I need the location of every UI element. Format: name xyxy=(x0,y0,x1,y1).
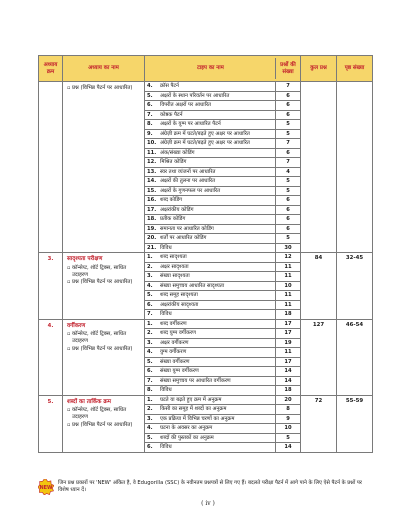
chapter-row xyxy=(39,253,373,320)
total-questions xyxy=(301,82,337,253)
topic-number: 1. xyxy=(145,253,158,262)
topic-row xyxy=(145,357,300,367)
question-count: 17 xyxy=(276,320,301,329)
new-badge-icon xyxy=(38,479,54,495)
topic-name: शब्द वर्गीकरण xyxy=(158,320,276,329)
topic-name: संख्या समुच्चय पर आधारित वर्गीकरण xyxy=(158,376,276,386)
header-total-questions: कुल प्रश्न xyxy=(301,56,337,82)
question-count: 4 xyxy=(276,167,301,177)
topic-row xyxy=(145,386,300,395)
question-count: 14 xyxy=(276,367,301,377)
topic-name: अक्षरों की तुलना पर आधारित xyxy=(158,177,276,187)
topic-number: 6. xyxy=(147,444,153,451)
chapter-item xyxy=(67,331,141,345)
topic-name: घटना के अवसर का अनुक्रम xyxy=(158,424,276,434)
topic-row xyxy=(145,91,300,101)
topic-name: अक्षरों के स्थान परिवर्तन पर आधारित xyxy=(158,91,276,101)
page-range: 46-54 xyxy=(337,319,373,395)
topic-name: अक्षरों के युग्म पर आधारित पैटर्न xyxy=(158,120,276,130)
topic-row xyxy=(145,196,300,206)
topic-number: 17. xyxy=(147,206,157,213)
topic-name: शब्द समूह सादृश्यता xyxy=(158,291,276,301)
topic-name: अंग्रेज़ी क्रम में घटते/बढ़ते हुए अक्षर पर आधारित xyxy=(158,139,276,149)
topic-number: 11. xyxy=(147,149,157,156)
header-type-name xyxy=(145,56,301,82)
bullet-icon: ▫ xyxy=(67,345,71,352)
page-range xyxy=(337,82,373,253)
topic-number: 4. xyxy=(145,424,158,434)
topic-number: 20. xyxy=(147,235,157,242)
page-range: 32-45 xyxy=(337,253,373,320)
topic-list-cell xyxy=(145,395,301,452)
topic-number: 3. xyxy=(145,338,158,348)
topic-number: 7. xyxy=(147,311,153,318)
topic-number: 14. xyxy=(147,178,157,185)
topic-row xyxy=(145,205,300,215)
topic-number: 2. xyxy=(145,405,158,415)
question-count: 8 xyxy=(276,405,301,415)
question-count: 17 xyxy=(276,357,301,367)
header-type-name-text: टाइप का नाम xyxy=(197,65,224,71)
topic-row xyxy=(145,186,300,196)
question-count: 6 xyxy=(276,101,301,111)
total-questions: 72 xyxy=(301,395,337,452)
question-count: 12 xyxy=(276,253,301,262)
topic-row xyxy=(145,262,300,272)
chapter-name-cell xyxy=(63,319,145,395)
question-count: 10 xyxy=(276,424,301,434)
chapter-item-text: प्रश्न (विभिन्न पैटर्न पर आधारित) xyxy=(72,279,133,286)
topic-name: शब्द कोडिंग xyxy=(158,196,276,206)
chapter-number: 5. xyxy=(39,395,63,452)
total-questions: 84 xyxy=(301,253,337,320)
topic-number: 2. xyxy=(145,262,158,272)
chapter-title: सादृश्यता परीक्षण xyxy=(67,256,103,262)
topic-name: अक्षरांकीय कोडिंग xyxy=(158,205,276,215)
question-count: 11 xyxy=(276,300,301,310)
topic-name: प्रतीक कोडिंग xyxy=(158,215,276,225)
question-count: 18 xyxy=(276,310,301,319)
chapter-item-text: प्रश्न (विभिन्न पैटर्न पर आधारित) xyxy=(72,345,133,352)
new-note xyxy=(38,479,372,495)
topic-row xyxy=(145,110,300,120)
header-chapter-name: अध्याय का नाम xyxy=(63,56,145,82)
question-count: 20 xyxy=(276,396,301,405)
topic-name: विविध xyxy=(160,387,172,394)
topic-name: किसी का समूह में शब्दों का अनुक्रम xyxy=(158,405,276,415)
topic-name: विविध xyxy=(160,311,172,318)
topic-name: संख्या वर्गीकरण xyxy=(158,357,276,367)
topic-number: 5. xyxy=(145,291,158,301)
bullet-icon: ▫ xyxy=(67,407,71,414)
topic-row xyxy=(145,396,300,405)
chapter-item xyxy=(67,85,141,92)
question-count: 5 xyxy=(276,177,301,187)
question-count: 6 xyxy=(276,224,301,234)
topic-number: 9. xyxy=(145,129,158,139)
topic-name: घटते या बढ़ते हुए क्रम में अनुक्रम xyxy=(158,396,276,405)
topic-row xyxy=(145,281,300,291)
question-count: 6 xyxy=(276,215,301,225)
chapter-item xyxy=(67,279,141,286)
topic-number: 8. xyxy=(147,387,153,394)
chapter-title: वर्गीकरण xyxy=(67,322,86,329)
question-count: 5 xyxy=(276,120,301,130)
question-count: 11 xyxy=(276,348,301,358)
topic-number: 2. xyxy=(145,329,158,339)
topic-row xyxy=(145,338,300,348)
chapter-item xyxy=(67,265,141,279)
topic-number: 3. xyxy=(145,414,158,424)
topic-name: संख्या सादृश्यता xyxy=(158,272,276,282)
topic-number: 4. xyxy=(145,82,158,91)
topic-row xyxy=(145,414,300,424)
topic-name: अक्षर सादृश्यता xyxy=(158,262,276,272)
topic-list xyxy=(145,82,300,252)
topic-list xyxy=(145,320,300,395)
topic-row xyxy=(145,177,300,187)
topic-name: अक्षर वर्गीकरण xyxy=(158,338,276,348)
contents-table xyxy=(38,55,373,453)
topic-row xyxy=(145,310,300,319)
question-count: 7 xyxy=(276,139,301,149)
topic-name: विपरीत अक्षरों पर आधारित xyxy=(158,101,276,111)
chapter-row xyxy=(39,319,373,395)
topic-name: संख्या युग्म वर्गीकरण xyxy=(158,367,276,377)
chapter-item xyxy=(67,407,141,421)
topic-number: 6. xyxy=(145,300,158,310)
topic-name: एक प्रक्रिया में विभिन्न चरणों का अनुक्रम xyxy=(158,414,276,424)
topic-list-cell xyxy=(145,82,301,253)
topic-row xyxy=(145,320,300,329)
topic-row xyxy=(145,367,300,377)
topic-row xyxy=(145,424,300,434)
topic-number: 5. xyxy=(145,357,158,367)
question-count: 14 xyxy=(276,443,301,452)
new-badge-text: NEW xyxy=(39,485,53,491)
question-count: 6 xyxy=(276,205,301,215)
question-count: 9 xyxy=(276,414,301,424)
chapter-name-cell xyxy=(63,82,145,253)
chapter-number: 4. xyxy=(39,319,63,395)
topic-row xyxy=(145,433,300,443)
chapter-item xyxy=(67,346,141,353)
topic-row xyxy=(145,234,300,244)
page-number: ( iv ) xyxy=(201,500,215,507)
topic-row xyxy=(145,82,300,91)
chapter-row xyxy=(39,395,373,452)
topic-row xyxy=(145,101,300,111)
topic-row xyxy=(145,120,300,130)
question-count: 6 xyxy=(276,110,301,120)
question-count: 11 xyxy=(276,272,301,282)
bullet-icon: ▫ xyxy=(67,331,71,338)
topic-row xyxy=(145,129,300,139)
chapter-name-cell xyxy=(63,395,145,452)
topic-name: अक्षरों के गुणनफल पर आधारित xyxy=(158,186,276,196)
chapter-row xyxy=(39,82,373,253)
question-count: 6 xyxy=(276,196,301,206)
question-count: 19 xyxy=(276,338,301,348)
topic-row xyxy=(145,443,300,452)
chapter-number: 3. xyxy=(39,253,63,320)
topic-number: 6. xyxy=(145,101,158,111)
bullet-icon: ▫ xyxy=(67,264,71,271)
topic-number: 1. xyxy=(145,320,158,329)
header-page-count: पृष्ठ संख्या xyxy=(337,56,373,82)
question-count: 5 xyxy=(276,129,301,139)
topic-list-cell xyxy=(145,253,301,320)
chapter-name-cell xyxy=(63,253,145,320)
topic-name: अंग्रेज़ी क्रम में घटते/बढ़ते हुए अक्षर पर आधारित xyxy=(158,129,276,139)
topic-row xyxy=(145,139,300,149)
topic-name: कोष्ठक पैटर्न xyxy=(158,110,276,120)
page-range: 55-59 xyxy=(337,395,373,452)
topic-row xyxy=(145,243,300,252)
chapter-item-text: प्रश्न (विभिन्न पैटर्न पर आधारित) xyxy=(72,85,133,91)
header-question-count: प्रश्नों की संख्या xyxy=(275,58,300,79)
chapter-number xyxy=(39,82,63,253)
topic-row xyxy=(145,405,300,415)
topic-number: 19. xyxy=(147,225,157,232)
topic-number: 5. xyxy=(145,433,158,443)
topic-list xyxy=(145,253,300,319)
topic-name: शब्द सादृश्यता xyxy=(158,253,276,262)
topic-name: अक्षरांकीय सादृश्यता xyxy=(158,300,276,310)
chapter-item-text: कॉन्सेप्ट, शॉर्ट ट्रिक्स, साधित उदाहरण xyxy=(72,264,127,278)
question-count: 6 xyxy=(276,148,301,158)
topic-row xyxy=(145,329,300,339)
topic-row xyxy=(145,148,300,158)
topic-number: 5. xyxy=(145,91,158,101)
topic-number: 1. xyxy=(145,396,158,405)
chapter-item xyxy=(67,422,141,429)
topic-name: अंक/संख्या कोडिंग xyxy=(158,148,276,158)
topic-name: युग्म वर्गीकरण xyxy=(158,348,276,358)
topic-number: 4. xyxy=(145,281,158,291)
chapter-title: शब्दों का तार्किक क्रम xyxy=(67,398,111,405)
question-count: 5 xyxy=(276,433,301,443)
topic-number: 8. xyxy=(145,120,158,130)
topic-name: स्वर तथा व्यंजनों पर आधारित xyxy=(158,167,276,177)
bullet-icon: ▫ xyxy=(67,279,71,286)
topic-row xyxy=(145,376,300,386)
header-row xyxy=(39,56,373,82)
question-count: 17 xyxy=(276,329,301,339)
question-count: 14 xyxy=(276,376,301,386)
question-count: 18 xyxy=(276,386,301,395)
topic-number: 6. xyxy=(145,367,158,377)
topic-row xyxy=(145,253,300,262)
topic-name: विविध xyxy=(160,244,172,251)
question-count: 7 xyxy=(276,82,301,91)
topic-row xyxy=(145,224,300,234)
topic-row xyxy=(145,158,300,168)
topic-row xyxy=(145,300,300,310)
topic-row xyxy=(145,348,300,358)
topic-number: 7. xyxy=(145,110,158,120)
topic-name: विविध xyxy=(160,444,172,451)
bullet-icon: ▫ xyxy=(67,421,71,428)
bullet-icon: ▫ xyxy=(67,85,71,91)
topic-number: 12. xyxy=(147,159,157,166)
topic-row xyxy=(145,167,300,177)
total-questions: 127 xyxy=(301,319,337,395)
topic-name: क्रॉस पैटर्न xyxy=(158,82,276,91)
header-chapter: अध्याय क्रम xyxy=(39,56,63,82)
topic-list xyxy=(145,396,300,452)
topic-list-cell xyxy=(145,319,301,395)
question-count: 5 xyxy=(276,186,301,196)
question-count: 30 xyxy=(276,243,301,252)
topic-number: 21. xyxy=(147,244,157,251)
topic-number: 10. xyxy=(147,140,157,147)
topic-row xyxy=(145,291,300,301)
topic-number: 16. xyxy=(147,197,157,204)
topic-name: समानता पर आधारित कोडिंग xyxy=(158,224,276,234)
question-count: 10 xyxy=(276,281,301,291)
topic-name: शब्दों की पुस्तकों का अनुक्रम xyxy=(158,433,276,443)
chapter-item-text: कॉन्सेप्ट, शॉर्ट ट्रिक्स, साधित उदाहरण xyxy=(72,407,127,421)
topic-number: 4. xyxy=(145,348,158,358)
question-count: 7 xyxy=(276,158,301,168)
topic-name: शर्तों पर आधारित कोडिंग xyxy=(158,234,276,244)
chapter-item-text: कॉन्सेप्ट, शॉर्ट ट्रिक्स, साधित उदाहरण xyxy=(72,331,127,345)
topic-name: शब्द युग्म वर्गीकरण xyxy=(158,329,276,339)
topic-number: 18. xyxy=(147,216,157,223)
question-count: 11 xyxy=(276,291,301,301)
contents-table-wrapper xyxy=(38,55,372,453)
topic-number: 3. xyxy=(145,272,158,282)
chapter-item-text: प्रश्न (विभिन्न पैटर्न पर आधारित) xyxy=(72,421,133,428)
note-text: जिन प्रश्न प्रकारों पर 'NEW' अंकित है, वे Edugorilla (SSC) के नवीनतम प्रश्नपत्रों से लिए गए हैं। बदलते परीक्षा पैटर्न में आगे पाने के लिए ऐसे पैटर्न के प्रश्नों पर विशेष ध्यान दें। xyxy=(58,480,362,493)
topic-row xyxy=(145,215,300,225)
question-count: 5 xyxy=(276,234,301,244)
question-count: 11 xyxy=(276,262,301,272)
topic-name: संख्या समुच्चय आधारित सादृश्यता xyxy=(158,281,276,291)
topic-number: 7. xyxy=(145,376,158,386)
question-count: 6 xyxy=(276,91,301,101)
topic-number: 13. xyxy=(147,168,157,175)
topic-name: मिश्रित कोडिंग xyxy=(158,158,276,168)
topic-row xyxy=(145,272,300,282)
topic-number: 15. xyxy=(147,187,157,194)
